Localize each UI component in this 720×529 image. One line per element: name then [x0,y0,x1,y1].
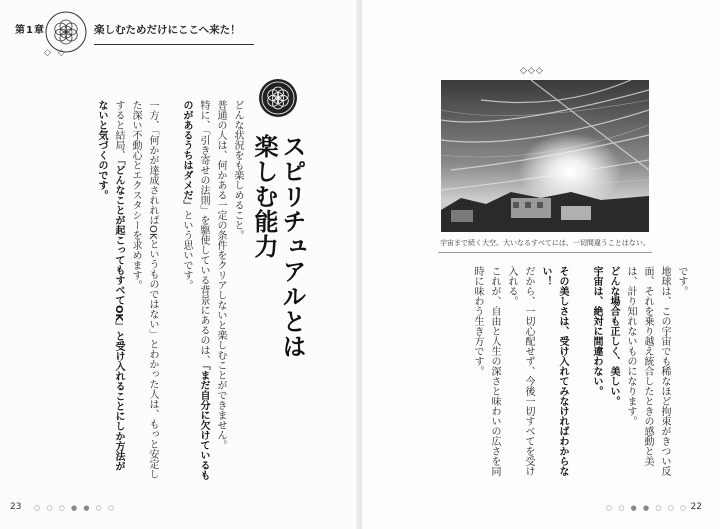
section-title: スピリチュアルとは楽しむ能力 [250,134,306,359]
paragraph: これが、自由と人生の深さと味わいの広さを同時に味わう生き方です。 [472,266,500,476]
sky-photo [441,80,649,232]
paragraph: 普通の人は、何かある一定の条件をクリアしないと楽しむことができません。 [215,100,226,450]
photo-ornament: ◇◇◇ [520,66,544,76]
photo-caption: 宇宙まで続く大空。大いなるすべてには、一切間違うことはない。 [438,238,652,253]
footer-dots-left: ○ ○ ○ ● ● ○ ○ [34,504,117,512]
paragraph: どんな状況をも楽しめること。 [232,100,243,240]
paragraph: だから、一切心配せず、今後一切すべてを受け入れる。 [506,266,534,476]
emphasis-text: 「どんなことが起こってもすべてOK」と受け入れることにしか方法がないと気づくのです。 [96,100,124,472]
paragraph-text: すると結局、 [113,100,124,160]
paragraph-text: という思いです。 [181,210,192,290]
paragraph [178,100,212,480]
paragraph: です。 [676,266,687,296]
left-body-text [46,100,246,480]
right-body-text [428,266,690,478]
page-number-right: 22 [690,502,702,512]
emphasis-text: 「まだ自分に欠けているものがあるうちはダメだ」 [181,100,209,480]
emphasis-paragraph: その美しさは、受け入れてみなければわからない！ [540,266,568,476]
chapter-title: 楽しむためだけにここへ来た！ [94,22,254,45]
paragraph: 一方、「何かが達成されればOKというものではない」とわかった人は、もっと安定した深い不動心とエクスタシーを求めます。 [130,100,158,480]
flower-of-life-icon [258,78,298,118]
chapter-header [10,8,241,58]
paragraph: 地球は、この宇宙でも稀なほど拘束がきつい反面、それを乗り越え統合したときの感動と美は、計り知れないものになります。 [625,266,670,476]
chapter-number: 第1章 [15,24,45,36]
page-number-left: 23 [10,502,22,512]
emphasis-paragraph: 宇宙は、絶対に間違わない。 [591,266,602,396]
paragraph-text: 特に、「引き寄せの法則」を駆使している背景にあるのは、 [198,100,209,365]
chapter-ornament: ◇ ◇ [44,48,67,58]
footer-dots-right: ○ ○ ● ● ○ ○ ○ [606,504,689,512]
emphasis-paragraph: どんな場合も正しく、美しい。 [608,266,619,406]
paragraph [93,100,127,480]
